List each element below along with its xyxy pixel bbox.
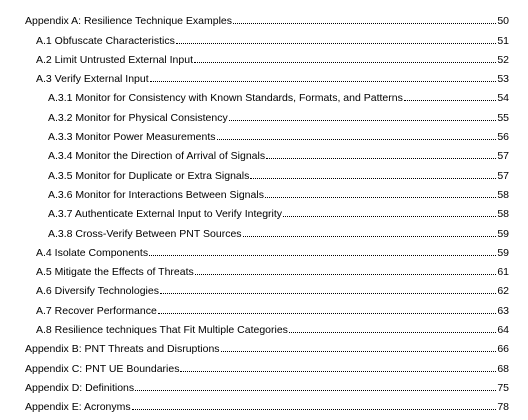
toc-entry[interactable]	[0, 297, 528, 316]
dot-leader	[135, 390, 496, 391]
toc-entry-page-number: 51	[497, 34, 509, 47]
toc-entry-title: Appendix B: PNT Threats and Disruptions	[25, 343, 220, 356]
dot-leader	[404, 100, 496, 101]
toc-entry-page-number: 57	[497, 150, 509, 163]
toc-entry[interactable]	[0, 259, 528, 278]
dot-leader	[289, 332, 496, 333]
toc-entry-title: A.2 Limit Untrusted External Input	[36, 53, 193, 66]
toc-entry-page-number: 66	[497, 343, 509, 356]
toc-entry-page-number: 53	[497, 73, 509, 86]
toc-entry-page-number: 62	[497, 285, 509, 298]
toc-entry-page-number: 61	[497, 266, 509, 279]
dot-leader	[233, 23, 496, 24]
toc-entry-title: A.4 Isolate Components	[36, 246, 149, 259]
dot-leader	[180, 371, 496, 372]
dot-leader	[158, 313, 497, 314]
dot-leader	[229, 120, 497, 121]
toc-entry-page-number: 56	[497, 131, 509, 144]
toc-entry[interactable]	[0, 394, 528, 413]
toc-entry[interactable]	[0, 336, 528, 355]
toc-entry[interactable]	[0, 375, 528, 394]
toc-entry-title: A.3.5 Monitor for Duplicate or Extra Signals	[48, 169, 250, 182]
toc-entry-title: A.3.6 Monitor for Interactions Between Signals	[48, 188, 264, 201]
toc-entry-title: Appendix C: PNT UE Boundaries	[25, 362, 180, 375]
dot-leader	[150, 81, 497, 82]
dot-leader	[176, 43, 496, 44]
dot-leader	[149, 255, 496, 256]
dot-leader	[194, 62, 496, 63]
toc-entry-page-number: 55	[497, 111, 509, 124]
toc-entry-page-number: 59	[497, 227, 509, 240]
dot-leader	[160, 293, 496, 294]
toc-entry-page-number: 68	[497, 362, 509, 375]
toc-entry-page-number: 50	[497, 15, 509, 28]
toc-entry[interactable]	[0, 47, 528, 66]
toc-entry-page-number: 57	[497, 169, 509, 182]
dot-leader	[132, 409, 497, 410]
toc-entry[interactable]	[0, 143, 528, 162]
toc-entry-page-number: 63	[497, 304, 509, 317]
toc-entry[interactable]	[0, 124, 528, 143]
toc-entry-title: Appendix D: Definitions	[25, 381, 135, 394]
dot-leader	[250, 178, 496, 179]
toc-entry-page-number: 58	[497, 188, 509, 201]
toc-entry-page-number: 54	[497, 92, 509, 105]
toc-entry-title: A.7 Recover Performance	[36, 304, 157, 317]
toc-entry[interactable]	[0, 162, 528, 181]
toc-entry-title: A.1 Obfuscate Characteristics	[36, 34, 175, 47]
toc-entry[interactable]	[0, 85, 528, 104]
toc-entry-title: A.8 Resilience techniques That Fit Multiple Categories	[36, 324, 288, 337]
dot-leader	[266, 158, 496, 159]
toc-entry-page-number: 75	[497, 381, 509, 394]
toc-entry[interactable]	[0, 240, 528, 259]
dot-leader	[217, 139, 497, 140]
toc-entry[interactable]	[0, 201, 528, 220]
toc-entry-page-number: 58	[497, 208, 509, 221]
toc-entry[interactable]	[0, 220, 528, 239]
dot-leader	[195, 274, 497, 275]
toc-entry[interactable]	[0, 8, 528, 27]
dot-leader	[243, 236, 497, 237]
toc-entry-title: A.5 Mitigate the Effects of Threats	[36, 266, 194, 279]
toc-entry[interactable]	[0, 278, 528, 297]
toc-entry[interactable]	[0, 182, 528, 201]
toc-entry-title: A.3.4 Monitor the Direction of Arrival of Signals	[48, 150, 266, 163]
dot-leader	[221, 351, 497, 352]
toc-entry-page-number: 52	[497, 53, 509, 66]
toc-entry-title: A.3.7 Authenticate External Input to Verify Integrity	[48, 208, 283, 221]
toc-entry[interactable]	[0, 355, 528, 374]
toc-entry-title: A.3.2 Monitor for Physical Consistency	[48, 111, 228, 124]
toc-entry-page-number: 59	[497, 246, 509, 259]
toc-entry-title: A.6 Diversify Technologies	[36, 285, 159, 298]
toc-entry[interactable]	[0, 104, 528, 123]
toc-entry-page-number: 64	[497, 324, 509, 337]
dot-leader	[283, 216, 496, 217]
toc-entry-title: Appendix A: Resilience Technique Examples	[25, 15, 233, 28]
dot-leader	[265, 197, 496, 198]
toc-entry-title: A.3.3 Monitor Power Measurements	[48, 131, 216, 144]
toc-entry[interactable]	[0, 317, 528, 336]
toc-entry-title: Appendix E: Acronyms	[25, 401, 131, 414]
toc-entry[interactable]	[0, 27, 528, 46]
toc-entry[interactable]	[0, 66, 528, 85]
toc-entry-title: A.3.8 Cross-Verify Between PNT Sources	[48, 227, 242, 240]
toc-entry-page-number: 78	[497, 401, 509, 414]
toc-entry-title: A.3.1 Monitor for Consistency with Known Standards, Formats, and Patterns	[48, 92, 403, 105]
toc-entry-title: A.3 Verify External Input	[36, 73, 149, 86]
